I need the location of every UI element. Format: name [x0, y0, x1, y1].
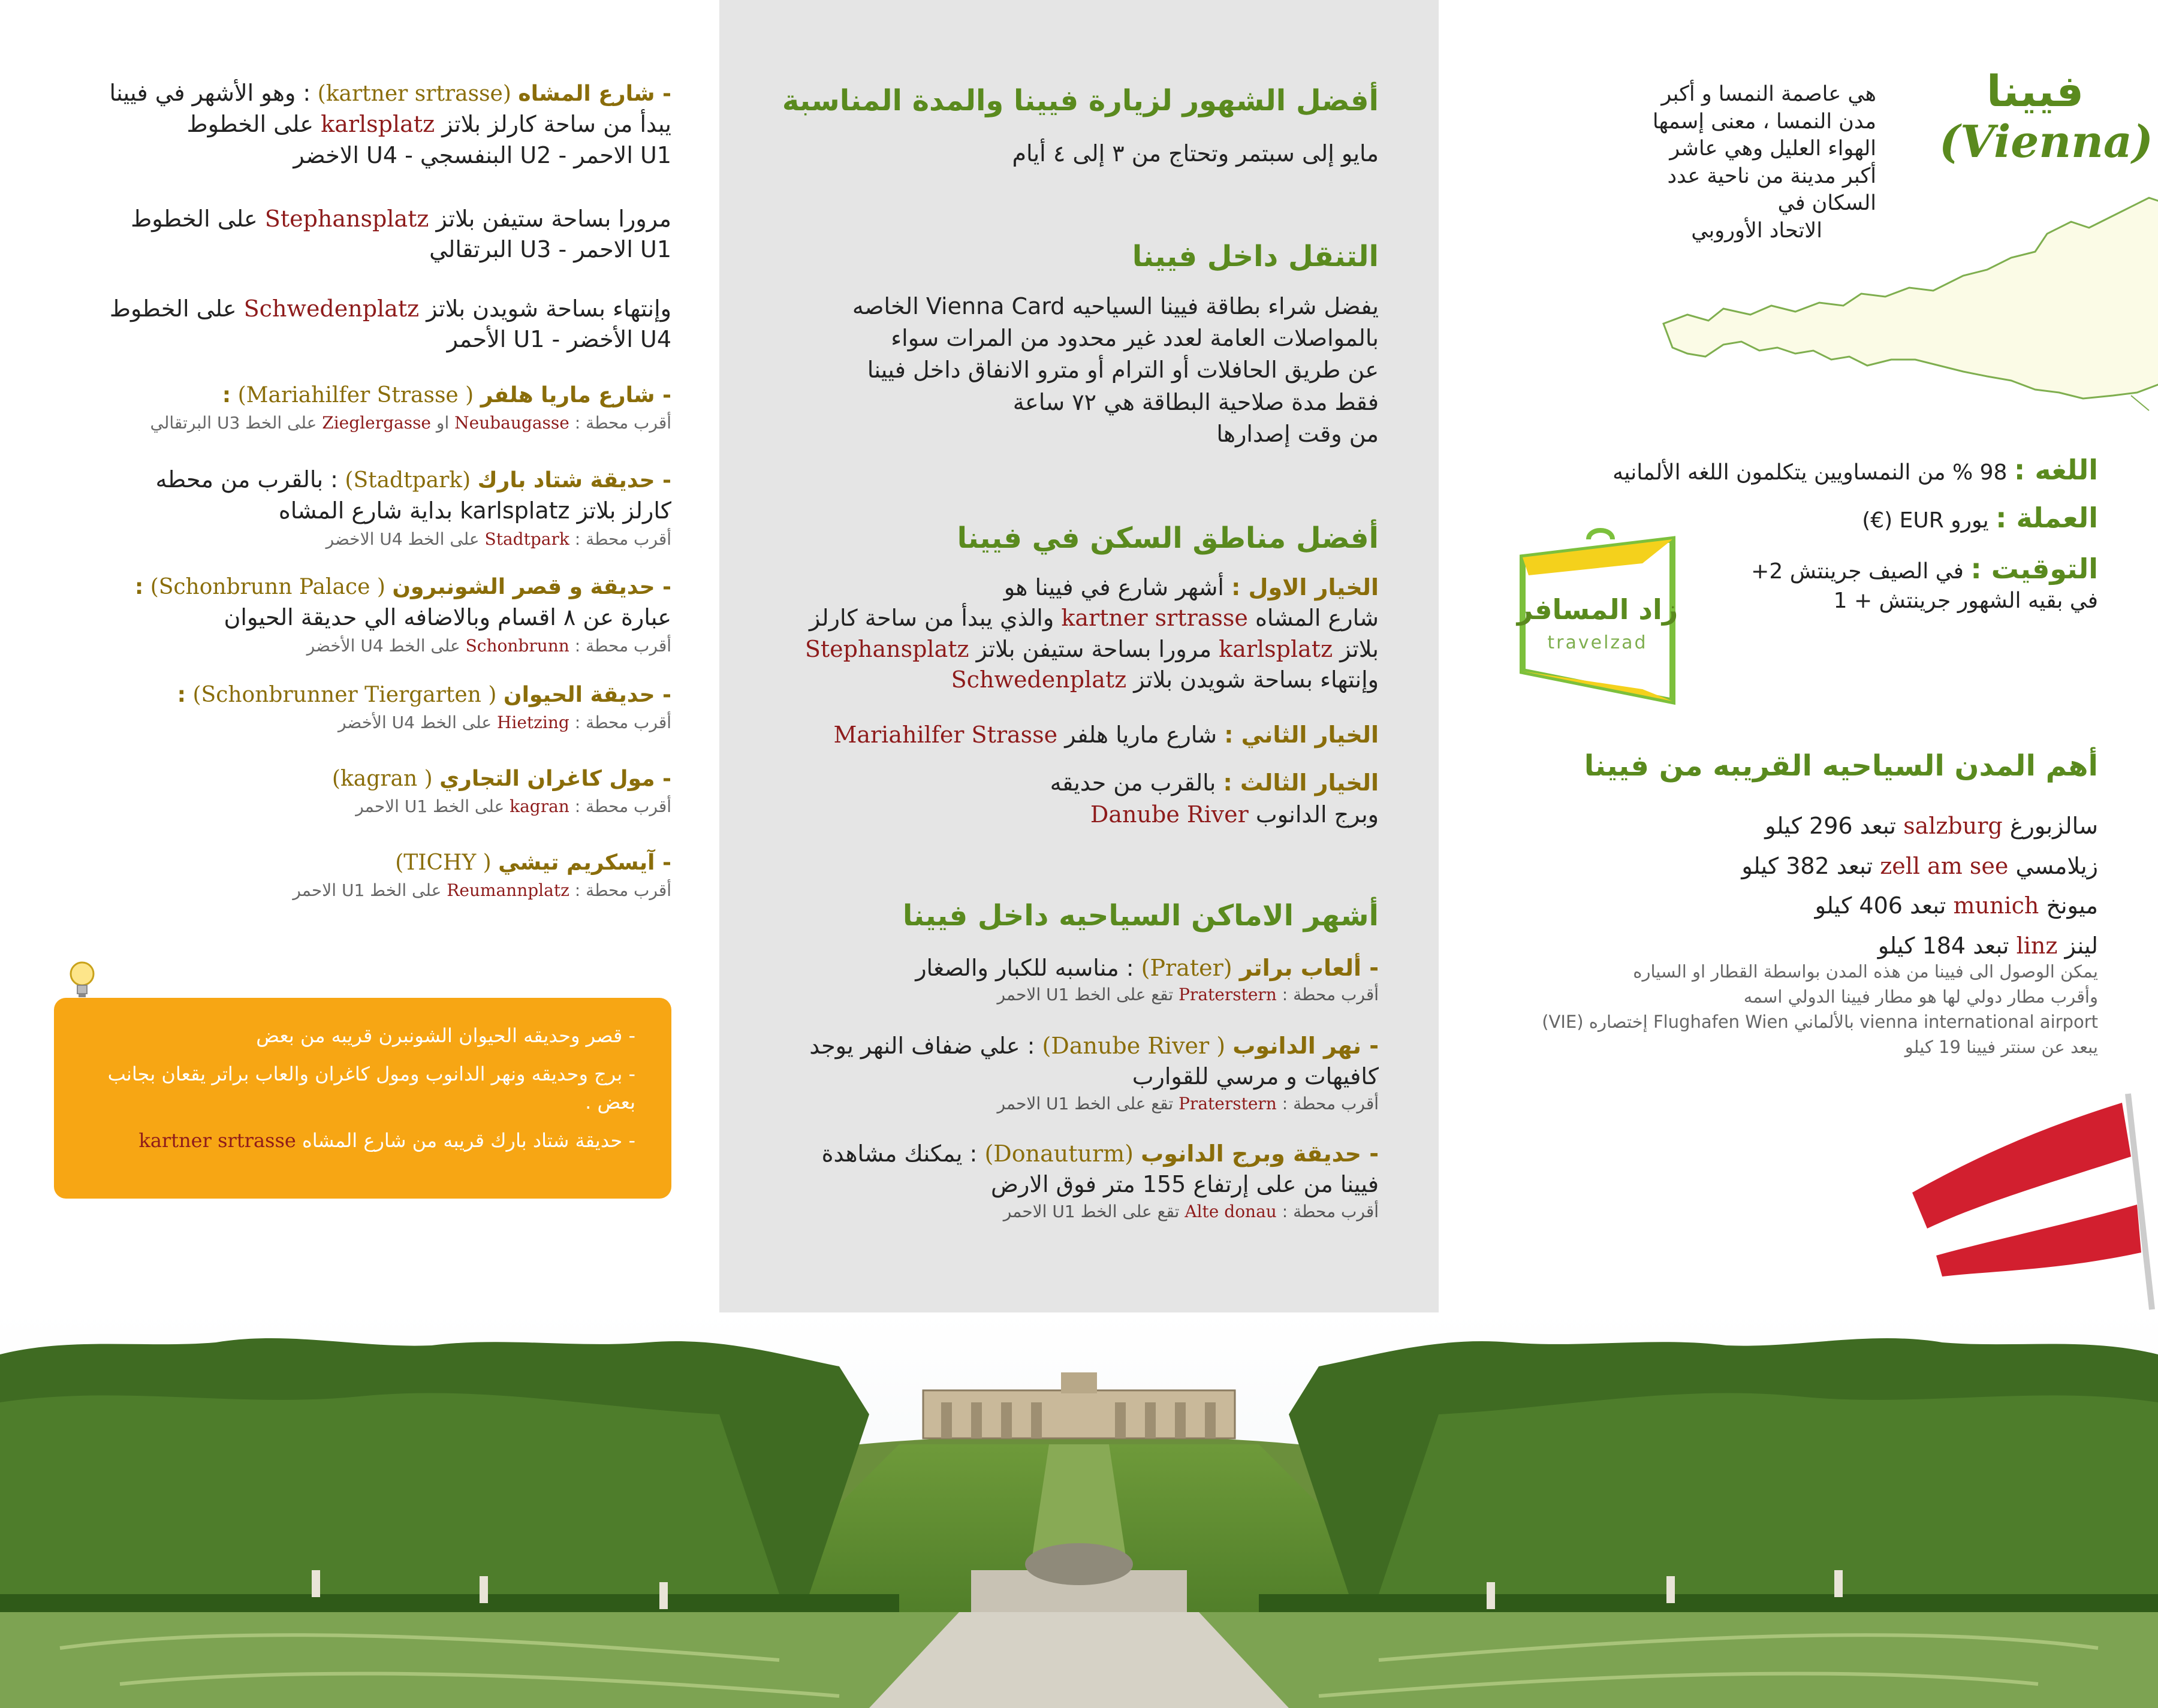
list-item: [36, 848, 671, 903]
section-heading: أهم المدن السياحيه القريبه من فيينا: [1584, 749, 2098, 783]
city-name: ميونخ: [2046, 892, 2098, 919]
place-item: [779, 953, 1379, 1006]
station-name: karlsplatz: [1219, 635, 1333, 662]
option-label: الخيار الثالث :: [1223, 769, 1379, 796]
item-title-en: ( Mariahilfer Strasse): [237, 383, 474, 408]
item-title-tail: :: [177, 683, 186, 707]
station-label: أقرب محطة :: [574, 635, 671, 656]
fact-label: اللغه :: [2014, 454, 2098, 486]
place-body: كافيهات و مرسي للقوارب: [1132, 1063, 1379, 1090]
text-line: والذي يبدأ من ساحة كارلز: [809, 605, 1054, 632]
station-line: على الخط U4 الأخضر: [337, 713, 492, 733]
text-line: يبعد عن سنتر فيينا 19 كيلو: [1904, 1037, 2098, 1058]
list-item: [1559, 806, 2098, 846]
text-line: أكبر مدينة من ناحية عدد: [1667, 164, 1876, 188]
street-name: kartner srtrasse: [1061, 605, 1248, 632]
item-title-tail: : وهو الأشهر في فيينا: [109, 80, 311, 106]
item-line: U1 الاحمر - U3 البرتقالي: [429, 236, 671, 263]
fact-label: التوقيت :: [1970, 553, 2098, 585]
item-title: - حديقة شتاد بارك: [477, 468, 671, 493]
item-body: عبارة عن ٨ اقسام وبالاضافه الي حديقة الحيوان: [224, 604, 671, 631]
option-label: الخيار الثاني :: [1224, 722, 1379, 748]
travelzad-logo: [1499, 521, 1696, 713]
list-item: [1559, 846, 2098, 886]
text-line: وإنتهاء بساحة شويدن بلاتز: [1134, 666, 1379, 693]
station-name: Neubaugasse: [454, 413, 569, 433]
item-title-en: ( Schonbrunner Tiergarten): [192, 683, 497, 707]
fact-value: في بقيه الشهور جرينتش + 1: [1833, 588, 2098, 613]
city-name-en: linz: [2016, 932, 2058, 959]
text-line: يفضل شراء بطاقة فيينا السياحيه Vienna Card الخاصه: [852, 293, 1379, 319]
station-name: Stadtpark: [484, 529, 569, 549]
place-title: - نهر الدانوب: [1232, 1033, 1379, 1059]
station-label: أقرب محطة :: [574, 880, 671, 901]
item-body: كارلز بلاتز karlsplatz بداية شارع المشاه: [278, 497, 671, 524]
station-name: Schwedenplatz: [951, 666, 1127, 693]
text-line: الهواء العليل وهي عاشر: [1669, 137, 1876, 161]
station-name: Stephansplatz: [264, 206, 429, 232]
text-line: وأقرب مطار دولي لها هو مطار فيينا الدولي اسمه: [1743, 986, 2098, 1007]
cities-heading: [1469, 749, 2098, 783]
middle-column: [719, 0, 1439, 1312]
station-label: أقرب محطة :: [574, 796, 671, 817]
station-name: Reumannplatz: [447, 880, 569, 901]
list-item: [36, 294, 671, 355]
item-title-en: ( TICHY): [395, 850, 492, 875]
section-heading: أشهر الاماكن السياحيه داخل فيينا: [902, 899, 1379, 933]
station-label: أقرب محطة :: [574, 413, 671, 433]
item-title-tail: :: [222, 383, 231, 408]
city-distance: تبعد 382 كيلو: [1741, 852, 1873, 879]
item-title-en: ( Schonbrunn Palace): [150, 575, 385, 599]
option-text: بالقرب من حديقه: [1050, 769, 1216, 796]
currency-fact: [1678, 500, 2098, 536]
section-heading: أفضل الشهور لزيارة فيينا والمدة المناسبة: [782, 84, 1379, 117]
text-line: فقط مدة صلاحية البطاقة هي ٧٢ ساعة: [1012, 388, 1379, 415]
list-item: [36, 764, 671, 819]
city-name: سالزبورغ: [2009, 813, 2098, 839]
city-name-en: zell am see: [1880, 852, 2009, 879]
place-item: [779, 1139, 1379, 1223]
fact-value: في الصيف جرينتش 2+: [1751, 559, 1964, 584]
housing-option-1: [779, 572, 1379, 695]
item-line: وإنتهاء بساحة شويدن بلاتز: [426, 295, 671, 322]
tip-item: - برج وحديقه ونهر الدانوب ومول كاغران والعاب براتر يقعان بجانب بعض .: [107, 1063, 635, 1113]
tips-box: [54, 998, 671, 1199]
station-line: تقع على الخط U1 الاحمر: [997, 985, 1174, 1005]
text-line: بلاتز: [1340, 635, 1379, 662]
station-name: Alte donau: [1185, 1201, 1277, 1221]
city-distance: تبعد 296 كيلو: [1765, 813, 1896, 839]
access-info: [1469, 959, 2098, 1060]
station-line: على الخط U1 الاحمر: [293, 880, 442, 901]
list-item: [36, 680, 671, 735]
list-item: [36, 464, 671, 552]
language-fact: [1469, 452, 2098, 488]
station-name: karlsplatz: [321, 111, 435, 138]
station-label: أقرب محطة :: [574, 529, 671, 549]
street-name: Mariahilfer Strasse: [833, 722, 1058, 748]
place-title-en: ( Danube River): [1042, 1033, 1226, 1059]
item-line: على الخطوط: [186, 111, 314, 138]
logo-text-en: travelzad: [1547, 632, 1648, 653]
place-title: - ألعاب براتر: [1239, 955, 1379, 981]
place-title: - حديقة وبرج الدانوب: [1141, 1140, 1379, 1167]
city-name: زيلامسي: [2015, 852, 2098, 879]
place-desc: : يمكنك مشاهدة: [821, 1140, 978, 1167]
austria-flag-icon: [1894, 1091, 2158, 1312]
text-line: هي عاصمة النمسا و أكبر: [1661, 82, 1876, 106]
item-title: - حديقة الحيوان: [503, 683, 671, 707]
station-name: Zieglergasse: [322, 413, 432, 433]
place-body: فيينا من على إرتفاع 155 متر فوق الارض: [991, 1171, 1379, 1198]
text-line: مرورا بساحة ستيفن بلاتز: [976, 635, 1212, 662]
city-name-en: munich: [1953, 892, 2039, 919]
station-name: Praterstern: [1179, 1093, 1277, 1113]
station-line: على الخط U3 البرتقالي: [150, 413, 317, 433]
city-name: لينز: [2064, 932, 2098, 959]
text-line: vienna international airport بالألماني Flughafen Wien إختصاره (VIE): [1542, 1012, 2098, 1033]
text-line: مدن النمسا ، معنى إسمها: [1652, 109, 1876, 134]
item-title-tail: :: [134, 575, 144, 599]
place-item: [779, 1031, 1379, 1115]
item-line: على الخطوط: [109, 295, 237, 322]
item-line: يبدأ من ساحة كارلز بلاتز: [442, 111, 671, 138]
item-title-en: (Stadtpark): [345, 468, 471, 493]
tip-item: [90, 1127, 635, 1154]
station-label: أقرب محطة :: [574, 713, 671, 733]
logo-text-ar: زاد المسافر: [1517, 593, 1678, 626]
city-distance: تبعد 406 كيلو: [1815, 892, 1946, 919]
option-label: الخيار الاول :: [1231, 574, 1379, 600]
place-title-en: (Donauturm): [984, 1140, 1134, 1167]
option-text: شارع ماريا هلفر: [1065, 722, 1217, 748]
city-distance: تبعد 184 كيلو: [1877, 932, 2009, 959]
tip-item: - قصر وحديقه الحيوان الشونبرن قريبه من بعض: [256, 1024, 635, 1047]
city-title-en: Vienna: [1960, 116, 2132, 168]
place-name: Danube River: [1090, 801, 1249, 828]
tip-text: - حديقة شتاد بارك قريبه من شارع المشاه: [302, 1129, 635, 1152]
list-item: [36, 204, 671, 265]
cities-list: [1559, 806, 2098, 965]
housing-option-3: [779, 767, 1379, 831]
item-title: - شارع المشاه: [518, 82, 671, 106]
station-line: تقع على الخط U1 الاحمر: [997, 1093, 1174, 1113]
fact-value: يورو EUR (€): [1862, 508, 1989, 533]
station-label: أقرب محطة :: [1282, 985, 1379, 1005]
station-label: أقرب محطة :: [1282, 1201, 1379, 1221]
item-line: U1 الاحمر - U2 البنفسجي - U4 الاخضر: [293, 141, 671, 168]
station-label: أقرب محطة :: [1282, 1093, 1379, 1113]
lightbulb-icon: [67, 959, 97, 1002]
item-title-en: (kartner srtrasse): [317, 82, 511, 106]
option-text: وبرج الدانوب: [1255, 801, 1379, 828]
section-text: [779, 291, 1379, 450]
station-sep: او: [436, 413, 450, 433]
item-title-en: ( kagran): [331, 767, 433, 791]
item-title-tail: : بالقرب من محطه: [155, 466, 338, 493]
text-line: السكان في: [1777, 191, 1876, 215]
text-line: الاتحاد الأوروبي: [1691, 218, 1822, 243]
text-line: يمكن الوصول الى فيينا من هذه المدن بواسطة القطار او السياره: [1633, 961, 2098, 982]
austria-map: [1651, 186, 2158, 414]
place-desc: : علي ضفاف النهر يوجد: [809, 1033, 1035, 1059]
list-item: [36, 572, 671, 659]
text-line: بالمواصلات العامة لعدد غير محدود من المرات سواء: [891, 325, 1379, 352]
city-title: فيينا (Vienna): [1939, 66, 2153, 168]
tip-street-name: kartner srtrasse: [138, 1129, 296, 1152]
item-title: - حديقة و قصر الشونبرون: [392, 575, 671, 599]
schonbrunn-gardens-photo: [0, 1312, 2158, 1708]
station-name: Schwedenplatz: [243, 295, 420, 322]
section-text: مايو إلى سبتمر وتحتاج من ٣ إلى ٤ أيام: [1012, 140, 1379, 167]
text-line: عن طريق الحافلات أو الترام أو مترو الانفاق داخل فيينا: [867, 357, 1379, 384]
item-line: U4 الأخضر - U1 الأحمر: [447, 326, 671, 353]
place-title-en: (Prater): [1141, 955, 1232, 981]
station-name: kagran: [510, 796, 569, 817]
text-line: شارع المشاه: [1255, 605, 1379, 632]
text-line: من وقت إصدارها: [1216, 420, 1379, 447]
station-name: Praterstern: [1179, 985, 1277, 1005]
section-heading: التنقل داخل فيينا: [1132, 240, 1379, 273]
list-item: [36, 381, 671, 436]
place-desc: : مناسبه للكبار والصغار: [915, 955, 1134, 981]
item-title: - مول كاغران التجاري: [439, 767, 671, 791]
fact-value: 98 % من النمساويين يتكلمون اللغه الألمانيه: [1613, 460, 2008, 485]
station-name: Stephansplatz: [804, 635, 969, 662]
item-line: على الخطوط: [131, 206, 258, 232]
fact-label: العملة :: [1996, 502, 2098, 534]
city-title-ar: فيينا: [1986, 66, 2084, 116]
list-item: [36, 78, 671, 171]
station-line: تقع على الخط U1 الاحمر: [1003, 1201, 1180, 1221]
text-line: أشهر شارع في فيينا هو: [1003, 574, 1224, 600]
item-title: - آيسكريم تيشي: [498, 850, 671, 875]
city-name-en: salzburg: [1903, 813, 2003, 839]
list-item: [1559, 886, 2098, 926]
station-name: Schonbrunn: [465, 635, 569, 656]
station-line: على الخط U1 الاحمر: [355, 796, 505, 817]
item-line: مرورا بساحة ستيفن بلاتز: [436, 206, 671, 232]
timezone-fact: [1678, 551, 2098, 615]
station-line: على الخط U4 الأخضر: [306, 635, 460, 656]
housing-option-2: [779, 719, 1379, 751]
station-name: Hietzing: [496, 713, 569, 733]
station-line: على الخط U4 الاخضر: [325, 529, 480, 549]
item-title: - شارع ماريا هلفر: [480, 383, 671, 408]
section-heading: أفضل مناطق السكن في فيينا: [957, 521, 1379, 555]
